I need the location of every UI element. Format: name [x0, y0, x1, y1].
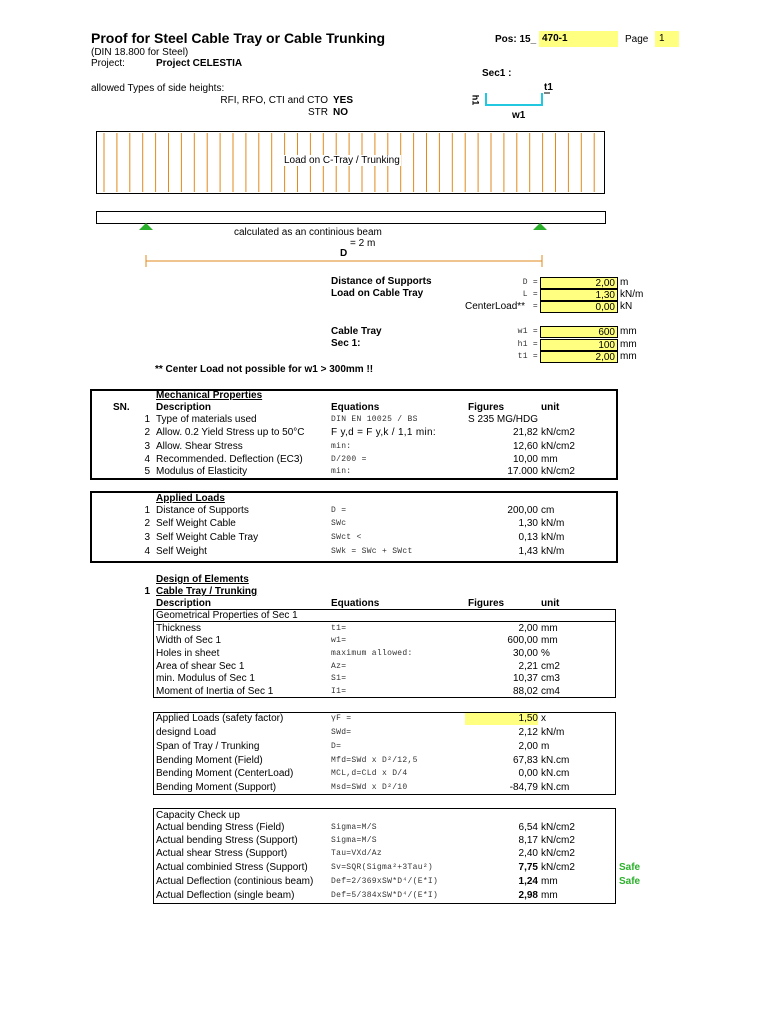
geometry-row-unit: mm	[541, 635, 558, 646]
mech-row-equation: min:	[331, 442, 352, 451]
mech-row-figure: S 235 MG/HDG	[468, 414, 539, 425]
pos-value-field[interactable]: 470-1	[539, 31, 618, 47]
input-sec-label: Sec 1:	[331, 338, 361, 349]
geometry-row-equation: maximum allowed:	[331, 649, 413, 658]
mech-row-equation: D/200 =	[331, 455, 367, 464]
side-height-row1-value: YES	[333, 95, 354, 106]
applied-row-equation: D =	[331, 506, 347, 515]
geometry-row-unit: cm4	[541, 686, 560, 697]
geometry-row-unit: mm	[541, 623, 558, 634]
geometry-row-desc: Width of Sec 1	[156, 635, 222, 646]
project-name: Project CELESTIA	[156, 58, 243, 69]
mechanical-title: Mechanical Properties	[156, 390, 263, 401]
safe-status-badge: Safe	[619, 862, 641, 873]
design-header-fig: Figures	[468, 598, 505, 609]
design-sn: 1	[144, 586, 150, 597]
mech-row-desc: Allow. 0.2 Yield Stress up to 50°C	[156, 427, 305, 438]
center-load-note: ** Center Load not possible for w1 > 300mm !!	[155, 364, 374, 375]
mech-row-sn: 3	[144, 441, 150, 452]
support-right-icon	[530, 222, 550, 232]
mech-header-desc: Description	[156, 402, 212, 413]
capacity-row-equation: Sigma=M/S	[331, 836, 377, 845]
geometry-row-equation: t1=	[331, 624, 347, 633]
applied-row-unit: kN/m	[541, 546, 565, 557]
safe-status-badge: Safe	[619, 876, 641, 887]
mech-row-equation: F y,d = F y,k / 1,1 min:	[331, 427, 436, 438]
capacity-row-figure: 1,24	[518, 876, 538, 887]
standard-note: (DIN 18.800 for Steel)	[91, 47, 189, 58]
capacity-title: Capacity Check up	[156, 810, 240, 821]
capacity-row-unit: kN/cm2	[541, 862, 575, 873]
input-unit: m	[620, 277, 629, 288]
capacity-row-unit: kN/cm2	[541, 822, 575, 833]
document-title: Proof for Steel Cable Tray or Cable Trunking	[91, 30, 386, 46]
capacity-row-equation: Def=2/369xSW*D⁴/(E*I)	[331, 877, 439, 886]
input-value-field[interactable]: 100	[540, 339, 618, 351]
load-diagram-label: Load on C-Tray / Trunking	[284, 155, 400, 166]
input-symbol: =	[532, 302, 538, 311]
load-row-equation: SWd=	[331, 728, 352, 737]
applied-title: Applied Loads	[156, 493, 225, 504]
design-header-unit: unit	[541, 598, 560, 609]
geometry-row-desc: Thickness	[156, 623, 202, 634]
geometry-row-desc: Moment of Inertia of Sec 1	[156, 686, 274, 697]
geometry-row-desc: min. Modulus of Sec 1	[156, 673, 255, 684]
load-row-equation: MCL,d=CLd x D/4	[331, 769, 408, 778]
applied-row-equation: SWk = SWc + SWct	[331, 547, 413, 556]
geometry-row-equation: Az=	[331, 662, 347, 671]
input-symbol: t1 =	[517, 352, 538, 361]
side-heights-label: allowed Types of side heights:	[91, 83, 225, 94]
page-value-field[interactable]: 1	[655, 31, 679, 47]
load-row-equation: Msd=SWd x D²/10	[331, 783, 408, 792]
load-row-figure[interactable]: 1,50	[465, 713, 538, 725]
geometry-row-equation: S1=	[331, 674, 347, 683]
side-height-row1-label: RFI, RFO, CTI and CTO	[220, 95, 328, 106]
capacity-row-equation: Tau=VXd/Az	[331, 849, 383, 858]
input-symbol: w1 =	[517, 327, 538, 336]
design-header-eq: Equations	[331, 598, 380, 609]
design-header-desc: Description	[156, 598, 212, 609]
load-row-figure: -84,79	[509, 782, 538, 793]
side-height-row2-label: STR	[308, 107, 328, 118]
page-label: Page	[625, 34, 649, 45]
geometry-row-figure: 10,37	[512, 673, 538, 684]
capacity-row-desc: Actual Deflection (continious beam)	[156, 876, 314, 887]
load-row-desc: Span of Tray / Trunking	[156, 741, 260, 752]
load-row-desc: designd Load	[156, 727, 217, 738]
input-value-field[interactable]: 2,00	[540, 351, 618, 363]
geometry-row-unit: %	[541, 648, 550, 659]
applied-row-sn: 1	[144, 505, 150, 516]
pos-label: Pos: 15_	[495, 34, 537, 45]
section-t1-label: t1	[544, 82, 553, 93]
design-title: Design of Elements	[156, 574, 249, 585]
section-h1-label: h1	[470, 94, 481, 106]
input-distance-label: Distance of Supports	[331, 276, 432, 287]
geometry-row-figure: 2,00	[518, 623, 538, 634]
load-row-desc: Bending Moment (Support)	[156, 782, 277, 793]
mech-row-unit: kN/cm2	[541, 441, 575, 452]
applied-row-sn: 3	[144, 532, 150, 543]
load-row-desc: Applied Loads (safety factor)	[156, 713, 284, 724]
mech-row-equation: DIN EN 10025 / BS	[331, 415, 418, 424]
input-unit: mm	[620, 339, 637, 350]
input-symbol: L =	[522, 290, 538, 299]
load-row-unit: kN.cm	[541, 768, 570, 779]
applied-row-desc: Self Weight	[156, 546, 207, 557]
load-row-desc: Bending Moment (CenterLoad)	[156, 768, 294, 779]
load-row-figure: 2,12	[518, 727, 538, 738]
design-subtitle: Cable Tray / Trunking	[156, 586, 258, 597]
mech-row-sn: 5	[144, 466, 150, 477]
span-dimension-line	[142, 254, 547, 268]
mech-row-unit: kN/cm2	[541, 427, 575, 438]
applied-row-desc: Distance of Supports	[156, 505, 249, 516]
geometry-row-unit: cm2	[541, 661, 560, 672]
load-row-desc: Bending Moment (Field)	[156, 755, 263, 766]
mech-row-unit: kN/cm2	[541, 466, 575, 477]
capacity-row-equation: Sv=SQR(Sigma²+3Tau²)	[331, 863, 434, 872]
mech-header-eq: Equations	[331, 402, 380, 413]
load-row-unit: kN/m	[541, 727, 565, 738]
section-sketch-title: Sec1 :	[482, 68, 512, 79]
beam-span-symbol: D	[340, 248, 348, 259]
applied-row-equation: SWct <	[331, 533, 362, 542]
geometry-row-unit: cm3	[541, 673, 560, 684]
input-symbol: D =	[522, 278, 538, 287]
capacity-row-desc: Actual bending Stress (Support)	[156, 835, 298, 846]
capacity-row-figure: 6,54	[518, 822, 538, 833]
input-unit: mm	[620, 351, 637, 362]
capacity-row-figure: 8,17	[518, 835, 538, 846]
geometry-row-figure: 600,00	[507, 635, 538, 646]
load-row-figure: 0,00	[518, 768, 538, 779]
applied-row-sn: 4	[144, 546, 150, 557]
mech-row-desc: Modulus of Elasticity	[156, 466, 248, 477]
applied-row-figure: 1,43	[518, 546, 538, 557]
mech-row-desc: Recommended. Deflection (EC3)	[156, 454, 303, 465]
mech-row-sn: 4	[144, 454, 150, 465]
mech-row-desc: Allow. Shear Stress	[156, 441, 243, 452]
input-value-field[interactable]: 0,00	[540, 301, 618, 313]
input-value-field[interactable]: 1,30	[540, 289, 618, 301]
capacity-row-unit: mm	[541, 890, 558, 901]
applied-row-figure: 0,13	[518, 532, 538, 543]
geometry-row-equation: I1=	[331, 687, 347, 696]
input-symbol: h1 =	[517, 340, 538, 349]
side-height-row2-value: NO	[333, 107, 348, 118]
input-unit: kN/m	[620, 289, 644, 300]
mech-header-sn: SN.	[113, 402, 130, 413]
applied-row-unit: kN/m	[541, 518, 565, 529]
mech-row-sn: 1	[144, 414, 150, 425]
input-centerload-label: CenterLoad**	[465, 301, 526, 312]
input-tray-label: Cable Tray	[331, 326, 382, 337]
applied-row-unit: cm	[541, 505, 555, 516]
geometry-row-desc: Area of shear Sec 1	[156, 661, 245, 672]
mech-row-equation: min:	[331, 467, 352, 476]
load-row-figure: 2,00	[518, 741, 538, 752]
mech-row-unit: mm	[541, 454, 558, 465]
capacity-row-unit: kN/cm2	[541, 835, 575, 846]
applied-row-sn: 2	[144, 518, 150, 529]
mech-row-desc: Type of materials used	[156, 414, 257, 425]
geometry-row-equation: w1=	[331, 636, 347, 645]
geometry-title: Geometrical Properties of Sec 1	[156, 610, 298, 621]
mech-row-figure: 10,00	[512, 454, 538, 465]
applied-row-desc: Self Weight Cable	[156, 518, 236, 529]
mech-header-fig: Figures	[468, 402, 505, 413]
applied-row-desc: Self Weight Cable Tray	[156, 532, 259, 543]
capacity-row-figure: 2,98	[518, 890, 538, 901]
mech-row-figure: 21,82	[512, 427, 538, 438]
capacity-row-desc: Actual Deflection (single beam)	[156, 890, 295, 901]
load-row-unit: m	[541, 741, 550, 752]
input-unit: kN	[620, 301, 633, 312]
load-row-equation: D=	[331, 742, 342, 751]
mech-row-figure: 12,60	[512, 441, 538, 452]
capacity-row-equation: Def=5/384xSW*D⁴/(E*I)	[331, 891, 439, 900]
geometry-row-desc: Holes in sheet	[156, 648, 220, 659]
capacity-row-desc: Actual shear Stress (Support)	[156, 848, 288, 859]
capacity-row-figure: 7,75	[518, 862, 538, 873]
capacity-row-figure: 2,40	[518, 848, 538, 859]
c-section-icon	[484, 90, 554, 110]
mech-row-sn: 2	[144, 427, 150, 438]
load-row-unit: kN.cm	[541, 782, 570, 793]
geometry-row-figure: 30,00	[512, 648, 538, 659]
load-row-figure: 67,83	[512, 755, 538, 766]
applied-row-unit: kN/m	[541, 532, 565, 543]
mech-header-unit: unit	[541, 402, 560, 413]
applied-row-figure: 200,00	[507, 505, 538, 516]
geometry-row-figure: 2,21	[518, 661, 538, 672]
support-left-icon	[136, 222, 156, 232]
load-row-equation: Mfd=SWd x D²/12,5	[331, 756, 418, 765]
load-row-unit: kN.cm	[541, 755, 570, 766]
load-row-equation: γF =	[331, 714, 352, 723]
input-unit: mm	[620, 326, 637, 337]
section-w1-label: w1	[512, 110, 526, 121]
mech-row-figure: 17.000	[507, 466, 538, 477]
geometry-row-figure: 88,02	[512, 686, 538, 697]
capacity-row-unit: mm	[541, 876, 558, 887]
applied-row-figure: 1,30	[518, 518, 538, 529]
input-load-label: Load on Cable Tray	[331, 288, 424, 299]
load-row-unit: x	[541, 713, 546, 724]
capacity-row-desc: Actual combinied Stress (Support)	[156, 862, 308, 873]
capacity-row-desc: Actual bending Stress (Field)	[156, 822, 285, 833]
beam-span-value: = 2 m	[350, 238, 376, 249]
beam-calc-note: calculated as an continious beam	[234, 227, 382, 238]
input-value-field[interactable]: 2,00	[540, 277, 618, 289]
input-value-field[interactable]: 600	[540, 326, 618, 338]
applied-row-equation: SWc	[331, 519, 347, 528]
project-label: Project:	[91, 58, 125, 69]
capacity-row-unit: kN/cm2	[541, 848, 575, 859]
capacity-row-equation: Sigma=M/S	[331, 823, 377, 832]
